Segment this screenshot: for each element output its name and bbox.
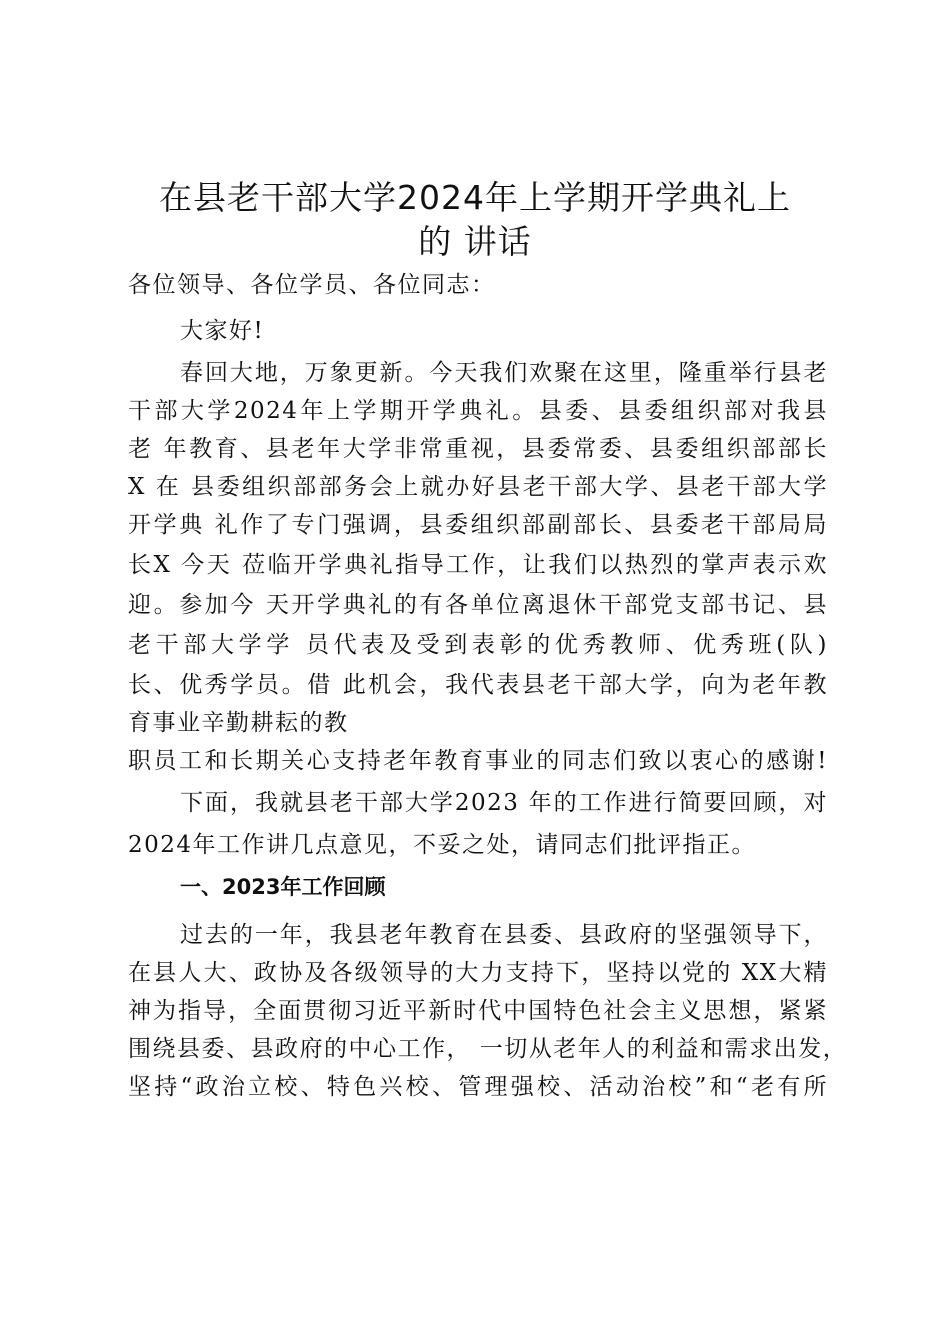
- section-heading: 一、2023年工作回顾: [180, 875, 386, 899]
- document-title-line-1: 在县老干部大学2024年上学期开学典礼上: [159, 178, 791, 217]
- document-title-line-2: 的 讲话: [418, 222, 532, 261]
- greeting: 大家好!: [180, 318, 265, 344]
- paragraph-3-line: 在县人大、政协及各级领导的大力支持下，坚持以党的 XX大精: [128, 960, 828, 986]
- paragraph-2-line: 2024年工作讲几点意见，不妥之处，请同志们批评指正。: [128, 832, 757, 858]
- paragraph-1-line: 开学典 礼作了专门强调，县委组织部副部长、县委老干部局局: [128, 512, 828, 538]
- salutation: 各位领导、各位学员、各位同志：: [128, 272, 496, 298]
- paragraph-3-line: 过去的一年，我县老年教育在县委、县政府的坚强领导下，: [180, 922, 828, 948]
- paragraph-3-line: 神为指导，全面贯彻习近平新时代中国特色社会主义思想，紧紧: [128, 998, 828, 1024]
- paragraph-1-line: X 在 县委组织部部务会上就办好县老干部大学、县老干部大学: [128, 474, 828, 500]
- paragraph-2-line: 下面，我就县老干部大学2023 年的工作进行简要回顾，对: [180, 790, 828, 816]
- paragraph-1-line: 老干部大学学 员代表及受到表彰的优秀教师、优秀班(队): [128, 632, 828, 658]
- paragraph-3-line: 坚持“政治立校、特色兴校、管理强校、活动治校”和“老有所: [128, 1074, 828, 1100]
- paragraph-1-line: 长X 今天 莅临开学典礼指导工作，让我们以热烈的掌声表示欢: [128, 552, 828, 578]
- paragraph-1-line: 育事业辛勤耕耘的教: [128, 710, 349, 736]
- paragraph-1-line: 干部大学2024年上学期开学典礼。县委、县委组织部对我县: [128, 398, 828, 424]
- paragraph-1-line: 职员工和长期关心支持老年教育事业的同志们致以衷心的感谢!: [128, 748, 828, 774]
- paragraph-1-line: 春回大地，万象更新。今天我们欢聚在这里，隆重举行县老: [180, 360, 828, 386]
- paragraph-1-line: 长、优秀学员。借 此机会，我代表县老干部大学，向为老年教: [128, 672, 828, 698]
- paragraph-1-line: 迎。参加今 天开学典礼的有各单位离退休干部党支部书记、县: [128, 592, 828, 618]
- paragraph-3-line: 围绕县委、县政府的中心工作， 一切从老年人的利益和需求出发，: [128, 1036, 848, 1062]
- paragraph-1-line: 老 年教育、县老年大学非常重视，县委常委、县委组织部部长: [128, 436, 828, 462]
